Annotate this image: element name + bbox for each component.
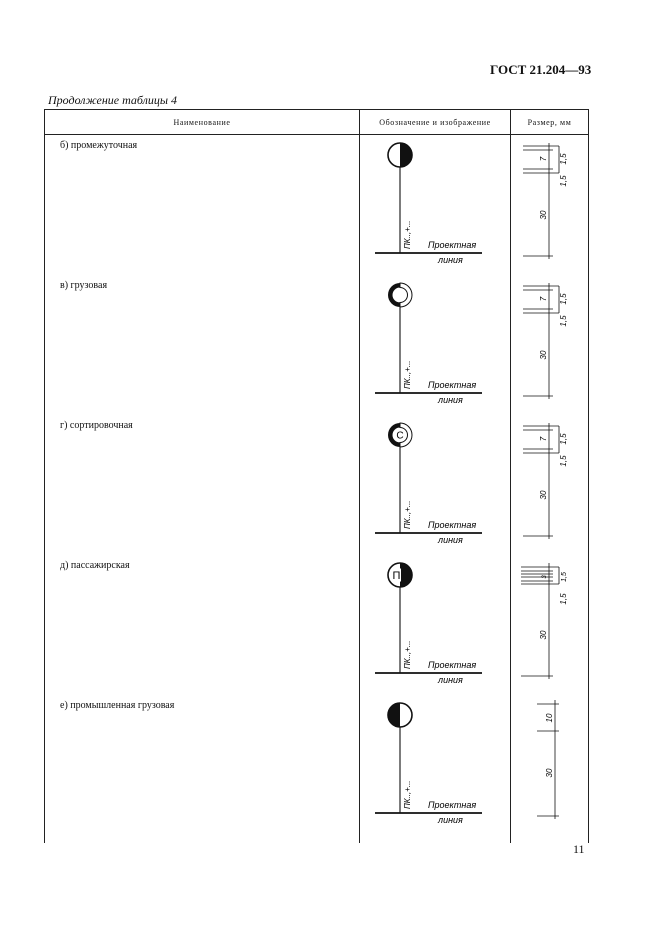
dimension-drawing: [511, 135, 588, 275]
table-header-row: [45, 110, 589, 135]
table-row: [45, 695, 589, 843]
station-symbol: [360, 135, 510, 275]
dimension-drawing: [511, 275, 588, 415]
dimension-value: 1,5: [559, 593, 568, 605]
dimension-value: 1,5: [559, 433, 568, 445]
letter-p-circle-icon: [388, 563, 412, 587]
dimension-value: 7: [539, 296, 548, 302]
column-header-name: Наименование: [45, 110, 360, 135]
design-line-label: Проектная: [428, 240, 477, 250]
design-line-label-line2: линия: [438, 815, 463, 825]
design-line-label: Проектная: [428, 380, 477, 390]
station-mark-label: ПК..,+...: [403, 220, 412, 249]
dimension-value: 7: [539, 156, 548, 162]
dimension-value: 30: [539, 210, 548, 220]
table-row: [45, 275, 589, 415]
symbol-letter: П: [392, 570, 401, 582]
dimension-drawing: [511, 555, 588, 695]
half-left-filled-circle-icon: [388, 703, 412, 727]
dimension-drawing: [511, 415, 588, 555]
design-line-label-line2: линия: [438, 535, 463, 545]
design-line-label: Проектная: [428, 660, 477, 670]
table-row: [45, 135, 589, 276]
design-line-label-line2: линия: [438, 255, 463, 265]
column-header-symbol: Обозначение и изображение: [360, 110, 511, 135]
table-continuation-caption: Продолжение таблицы 4: [48, 93, 178, 107]
column-header-size: Размер, мм: [511, 110, 589, 135]
station-mark-label: ПК..,+...: [403, 780, 412, 809]
document-code: ГОСТ 21.204—93: [490, 62, 592, 77]
table-row: [45, 415, 589, 555]
design-line-label: Проектная: [428, 800, 477, 810]
symbols-table: [44, 109, 589, 843]
station-mark-label: ПК..,+...: [403, 500, 412, 529]
dimension-value: 3: [542, 575, 548, 579]
dimension-drawing: [511, 695, 588, 835]
half-right-filled-circle-icon: [388, 143, 412, 167]
row-label: г) сортировочная: [60, 420, 133, 431]
dimension-value: 30: [539, 350, 548, 360]
letter-c-circle-icon: [388, 423, 412, 447]
dimension-value: 10: [545, 713, 554, 723]
row-label: д) пассажирская: [60, 560, 130, 571]
dimension-value: 30: [539, 630, 548, 640]
station-symbol: [360, 275, 510, 415]
station-mark-label: ПК..,+...: [403, 360, 412, 389]
dimension-value: 1,5: [559, 293, 568, 305]
design-line-label-line2: линия: [438, 675, 463, 685]
station-symbol: [360, 555, 510, 695]
dimension-value: 1,5: [559, 455, 568, 467]
dimension-value: 1,5: [559, 175, 568, 187]
dimension-value: 1,5: [559, 153, 568, 165]
ring-circle-icon: [388, 283, 412, 307]
station-symbol: [360, 695, 510, 835]
table-row: [45, 555, 589, 695]
row-label: в) грузовая: [60, 280, 108, 291]
station-mark-label: ПК..,+...: [403, 640, 412, 669]
dimension-value: 30: [539, 490, 548, 500]
dimension-value: 30: [545, 768, 554, 778]
dimension-value: 1,5: [559, 315, 568, 327]
dimension-value: 7: [539, 436, 548, 442]
row-label: б) промежуточная: [60, 140, 138, 151]
symbol-letter: С: [396, 430, 404, 442]
page-number: 11: [573, 842, 585, 856]
station-symbol: [360, 415, 510, 555]
design-line-label-line2: линия: [438, 395, 463, 405]
dimension-value: 1,5: [561, 572, 568, 582]
row-label: е) промышленная грузовая: [60, 700, 175, 711]
design-line-label: Проектная: [428, 520, 477, 530]
